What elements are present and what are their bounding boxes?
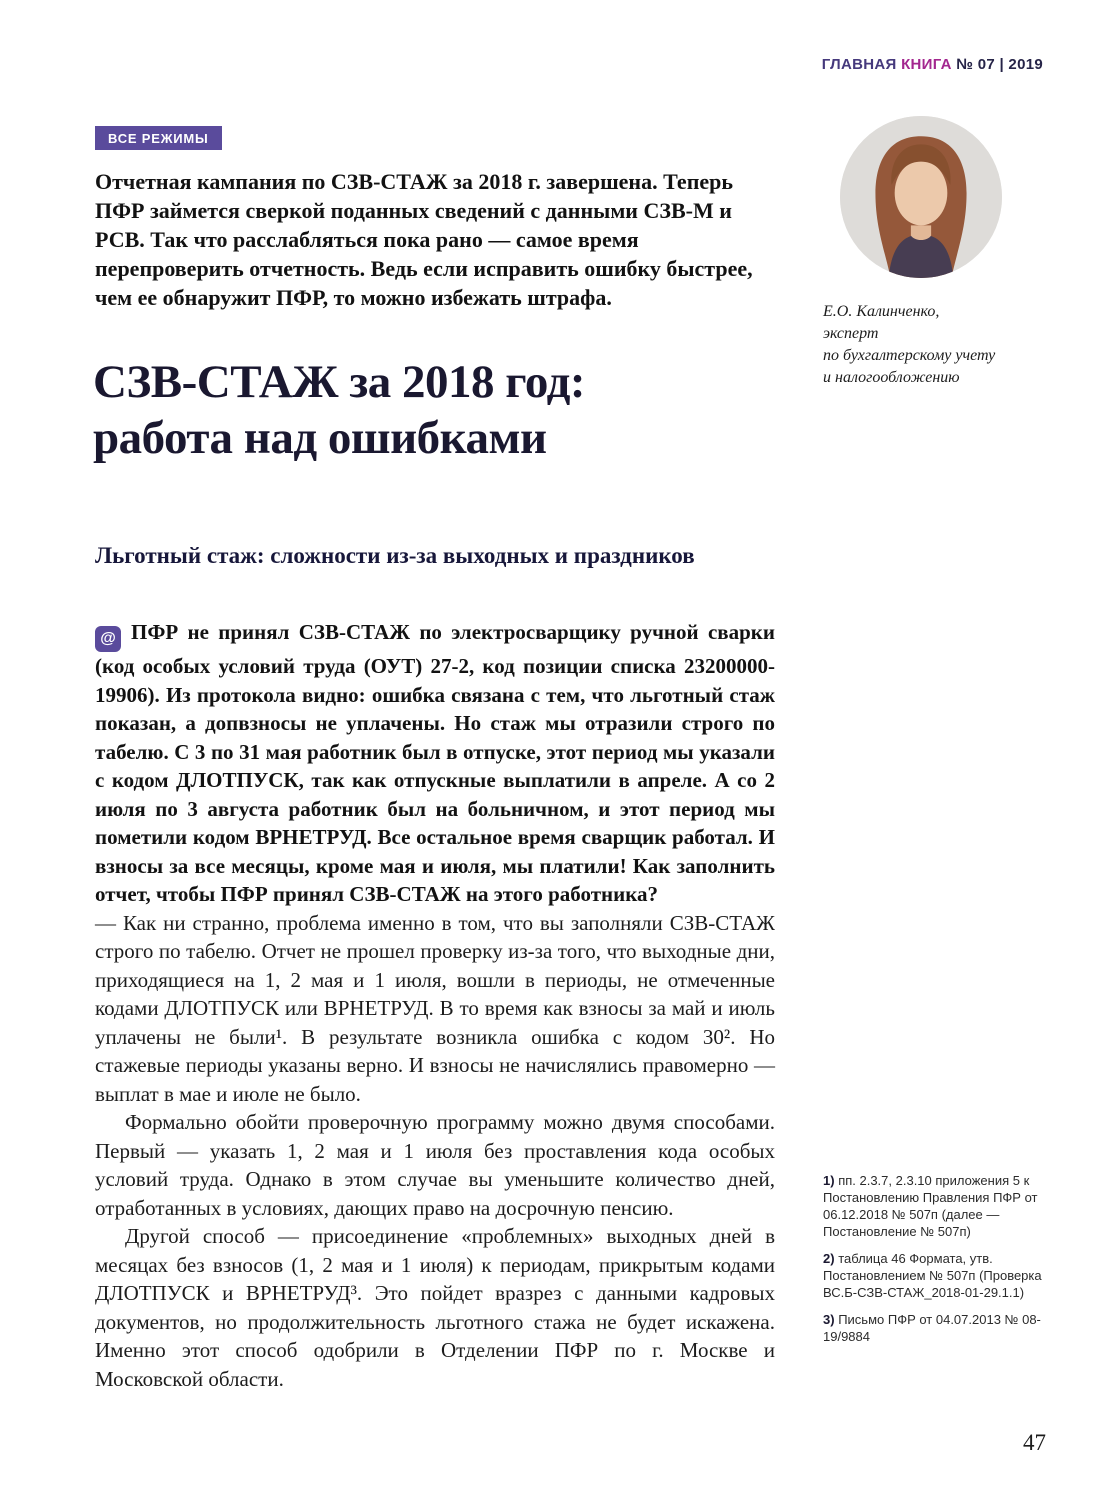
masthead	[822, 56, 1043, 73]
question-text: ПФР не принял СЗВ-СТАЖ по электросварщику ручной сварки (код особых условий труда (ОУТ) 27-2, код позиции списка 23200000-19906). Из протокола видно: ошибка связана с тем, что льготный стаж показан, а допвзносы не уплачены. Но стаж мы отразили строго по табелю. С 3 по 31 мая работник был в отпуске, этот период мы указали с кодом ДЛОТПУСК, так как отпускные выплатили в апреле. А со 2 июля по 3 августа работник был на больничном, и этот период мы пометили кодом ВРНЕТРУД. Все остальное время сварщик работал. И взносы за все месяцы, кроме мая и июля, мы платили! Как заполнить отчет, чтобы ПФР принял СЗВ-СТАЖ на этого работника?	[95, 620, 775, 906]
author-role-line3: и налогообложению	[823, 369, 960, 386]
footnote-text: Письмо ПФР от 04.07.2013 № 08-19/9884	[823, 1312, 1041, 1344]
footnote-item	[823, 1311, 1051, 1345]
footnote-item	[823, 1172, 1051, 1240]
footnote-item	[823, 1250, 1051, 1301]
footnote-label: 2)	[823, 1251, 835, 1266]
article-title	[93, 354, 585, 466]
author-photo	[840, 116, 1002, 278]
article-body	[95, 618, 775, 1393]
author-role-line2: по бухгалтерскому учету	[823, 347, 996, 364]
article-title-line1: СЗВ-СТАЖ за 2018 год:	[93, 356, 585, 408]
article-title-line2: работа над ошибками	[93, 412, 547, 464]
footnotes	[823, 1172, 1051, 1355]
body-paragraph: Формально обойти проверочную программу можно двумя способами. Первый — указать 1, 2 мая и 1 июля без проставления кода особых условий труда. Однако в этом случае вы уменьшите количество дней, отработанных в условиях, дающих право на досрочную пенсию.	[95, 1110, 775, 1220]
reader-question	[95, 618, 775, 909]
at-icon: @	[95, 626, 121, 652]
body-paragraph: Другой способ — присоединение «проблемных» выходных дней в месяцах без взносов (1, 2 мая и 1 июля) к периодам, прикрытым кодами ДЛОТПУСК и ВРНЕТРУД³. Это пойдет вразрез с данными кадровых документов, но продолжительность льготного стажа не будет искажена. Именно этот способ одобрили в Отделении ПФР по г. Москве и Московской области.	[95, 1224, 775, 1391]
footnote-label: 1)	[823, 1173, 835, 1188]
brand-kniga: КНИГА	[901, 56, 952, 73]
footnote-label: 3)	[823, 1312, 835, 1327]
issue-number: № 07 | 2019	[956, 56, 1043, 73]
page-number: 47	[1023, 1430, 1046, 1455]
answer-paragraph: — Как ни странно, проблема именно в том, что вы заполняли СЗВ-СТАЖ строго по табелю. Отчет не прошел проверку из-за того, что выходные дни, приходящиеся на 1, 2 мая и 1 июля, вошли в периоды, не отмеченные кодами ДЛОТПУСК или ВРНЕТРУД. В то время как взносы за май и июль уплачены не были¹. В результате возникла ошибка с кодом 30². Но стажевые периоды указаны верно. И взносы не начислялись правомерно — выплат в мае и июле не было.	[95, 910, 775, 1106]
author-block	[823, 301, 1038, 389]
brand-glavnaya: ГЛАВНАЯ	[821, 56, 897, 73]
footnote-text: пп. 2.3.7, 2.3.10 приложения 5 к Постановлению Правления ПФР от 06.12.2018 № 507п (далее — Постановление № 507п)	[823, 1173, 1038, 1239]
lead-paragraph: Отчетная кампания по СЗВ-СТАЖ за 2018 г. завершена. Теперь ПФР займется сверкой поданных сведений с данными СЗВ-М и РСВ. Так что расслабляться пока рано — самое время перепроверить отчетность. Ведь если исправить ошибку быстрее, чем ее обнаружит ПФР, то можно избежать штрафа.	[95, 169, 753, 310]
all-regimes-badge: ВСЕ РЕЖИМЫ	[95, 126, 222, 150]
author-name: Е.О. Калинченко,	[823, 303, 940, 320]
author-role-line1: эксперт	[823, 325, 879, 342]
section-heading: Льготный стаж: сложности из-за выходных и праздников	[95, 543, 695, 568]
footnote-text: таблица 46 Формата, утв. Постановлением № 507п (Проверка ВС.Б-СЗВ-СТАЖ_2018-01-29.1.1)	[823, 1251, 1042, 1300]
